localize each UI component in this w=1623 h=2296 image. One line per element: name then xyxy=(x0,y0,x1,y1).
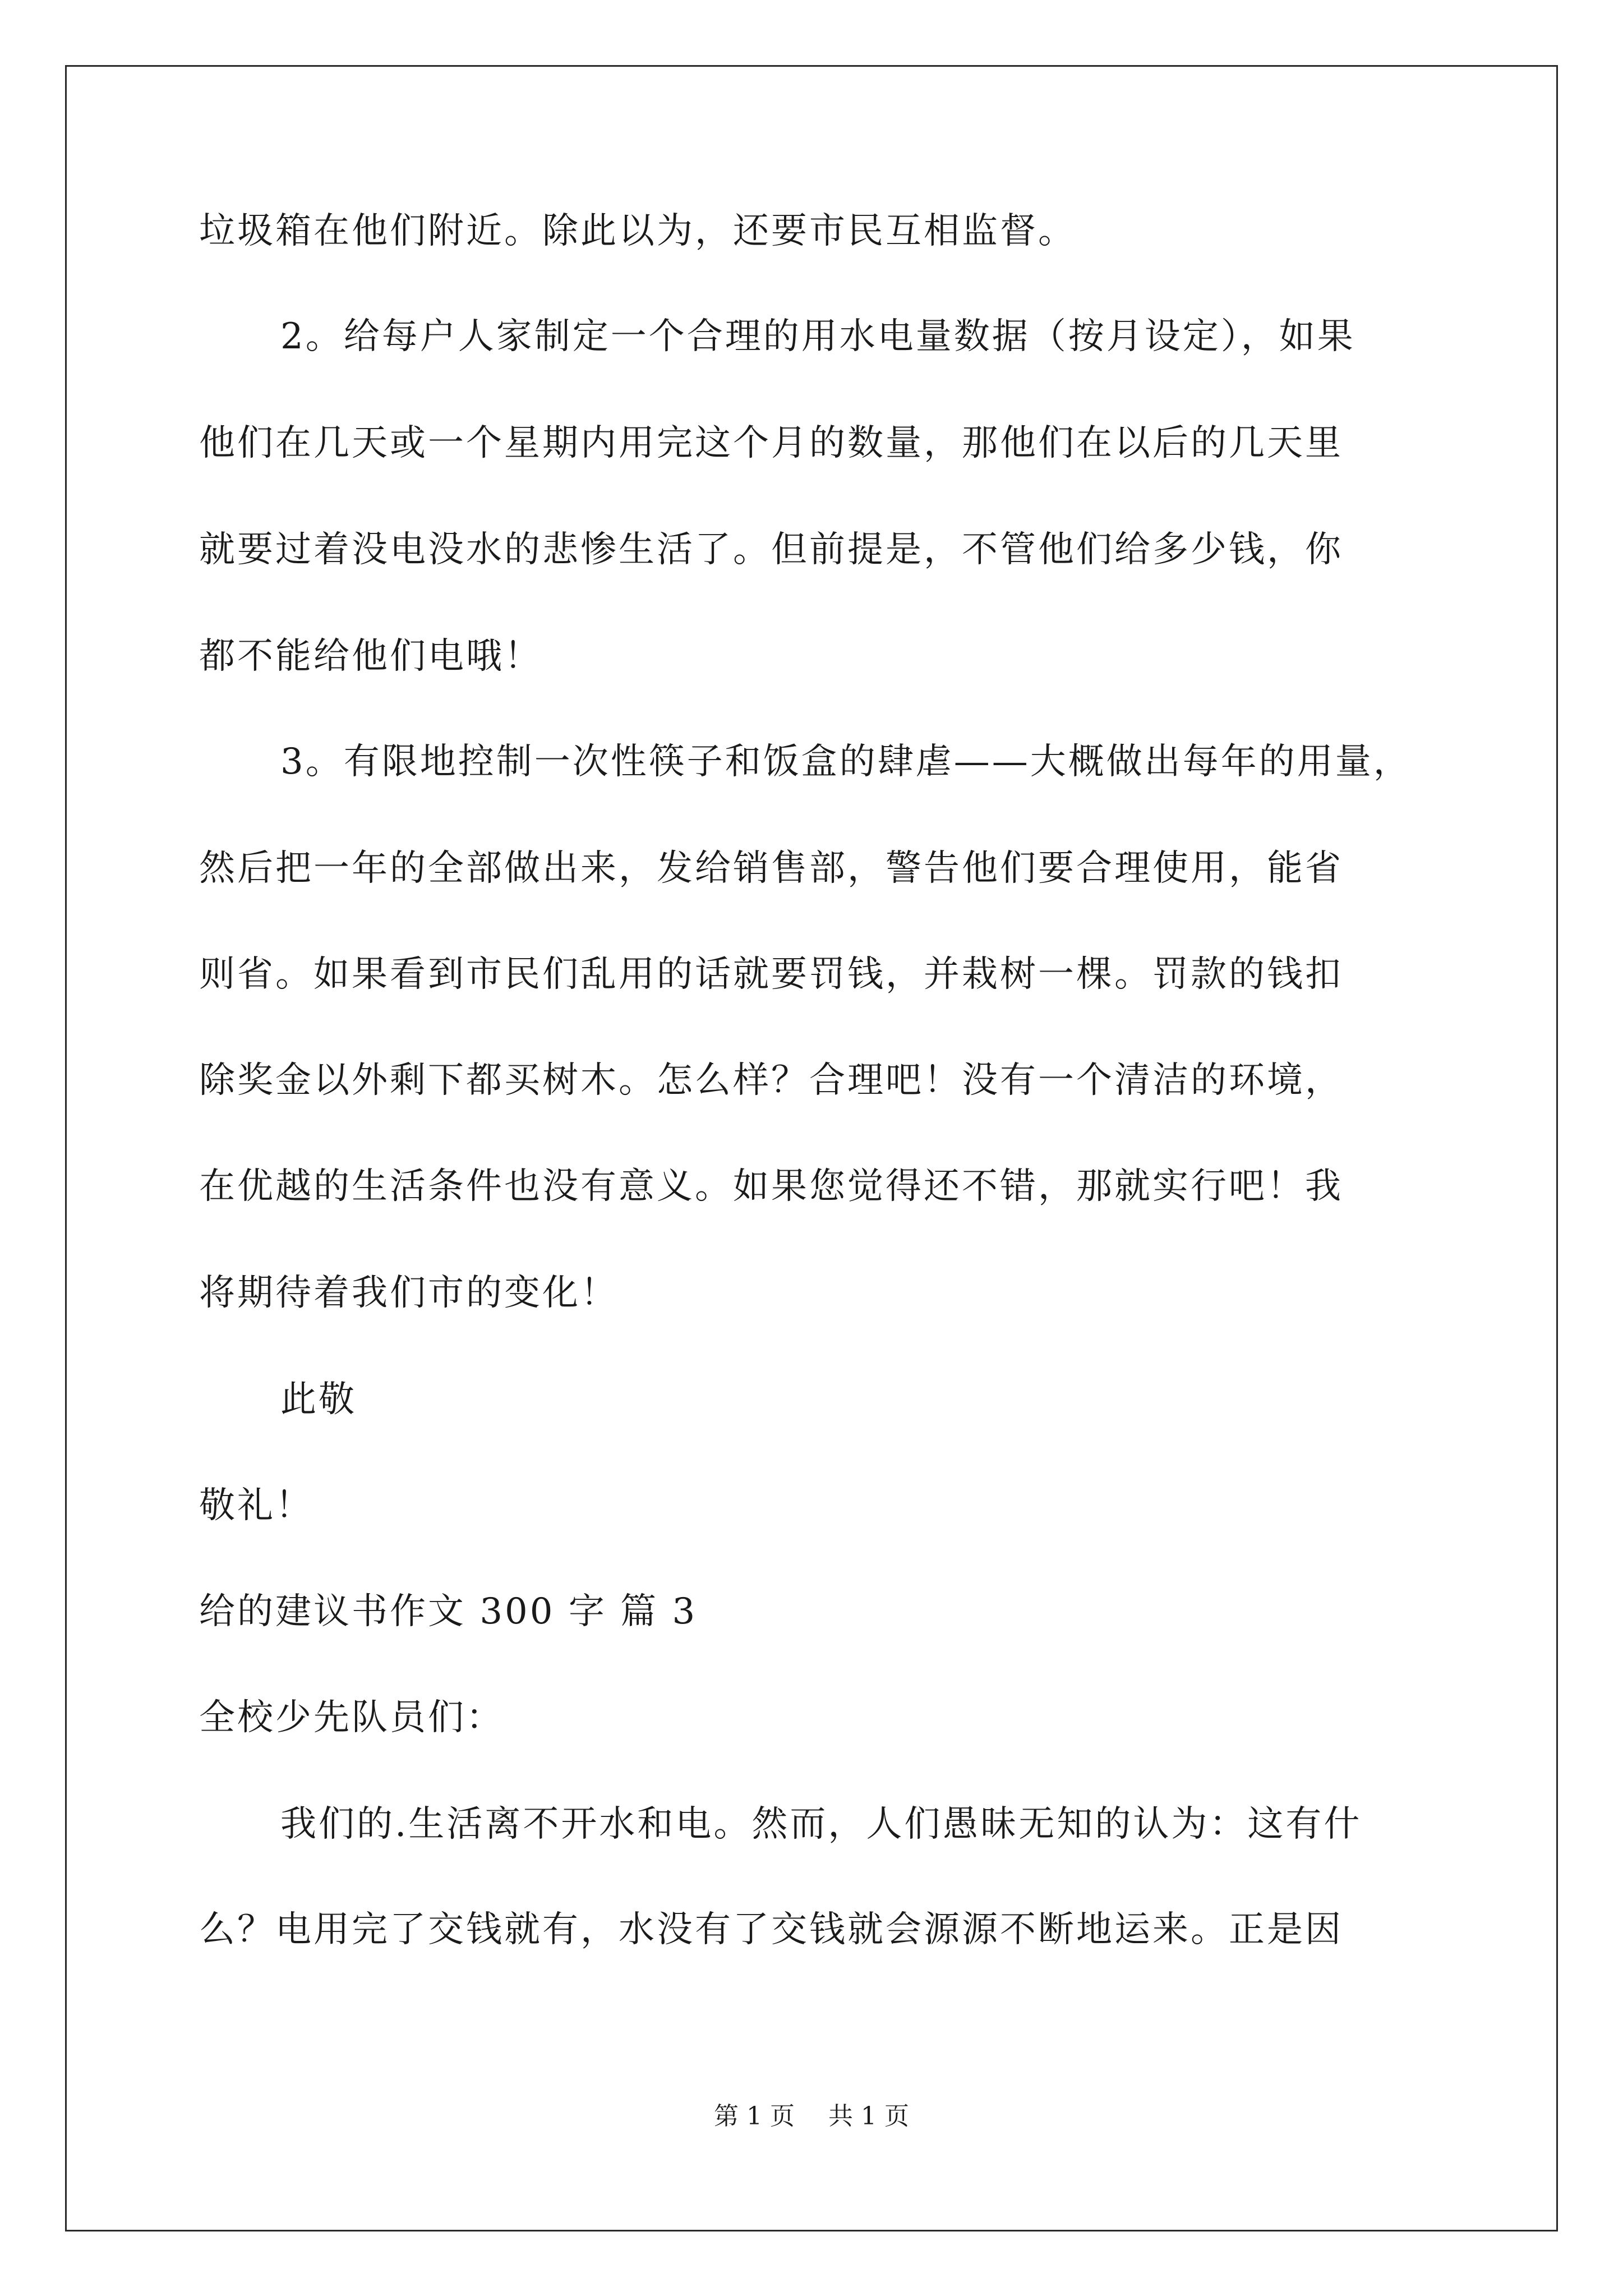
text-line: 全校少先队员们： xyxy=(199,1697,504,1738)
text-line: 敬礼！ xyxy=(199,1485,313,1526)
page-footer xyxy=(0,2101,1623,2132)
text-line: 垃圾箱在他们附近。除此以为，还要市民互相监督。 xyxy=(199,210,1076,252)
text-line: 在优越的生活条件也没有意义。如果您觉得还不错，那就实行吧！我 xyxy=(199,1166,1343,1207)
page-frame xyxy=(65,65,1558,2231)
text-line: 就要过着没电没水的悲惨生活了。但前提是，不管他们给多少钱，你 xyxy=(199,529,1343,570)
text-line: 都不能给他们电哦！ xyxy=(199,636,542,677)
text-line: 此敬 xyxy=(280,1379,357,1420)
text-line: 我们的.生活离不开水和电。然而，人们愚昧无知的认为：这有什 xyxy=(280,1803,1362,1845)
text-line: 2。给每户人家制定一个合理的用水电量数据（按月设定），如果 xyxy=(280,316,1355,357)
text-line: 则省。如果看到市民们乱用的话就要罚钱，并栽树一棵。罚款的钱扣 xyxy=(199,954,1343,995)
text-line: 3。有限地控制一次性筷子和饭盒的肆虐——大概做出每年的用量， xyxy=(280,741,1412,783)
text-line: 他们在几天或一个星期内用完这个月的数量，那他们在以后的几天里 xyxy=(199,422,1343,464)
page-number: 第 1 页 xyxy=(714,2102,795,2131)
text-line: 除奖金以外剩下都买树木。怎么样？合理吧！没有一个清洁的环境， xyxy=(199,1060,1343,1101)
text-line: 么？电用完了交钱就有，水没有了交钱就会源源不断地运来。正是因 xyxy=(199,1909,1343,1950)
text-line: 将期待着我们市的变化！ xyxy=(199,1272,619,1314)
text-line: 然后把一年的全部做出来，发给销售部，警告他们要合理使用，能省 xyxy=(199,848,1343,889)
page-total: 共 1 页 xyxy=(828,2102,909,2131)
section-heading: 给的建议书作文 300 字 篇 3 xyxy=(199,1591,698,1632)
